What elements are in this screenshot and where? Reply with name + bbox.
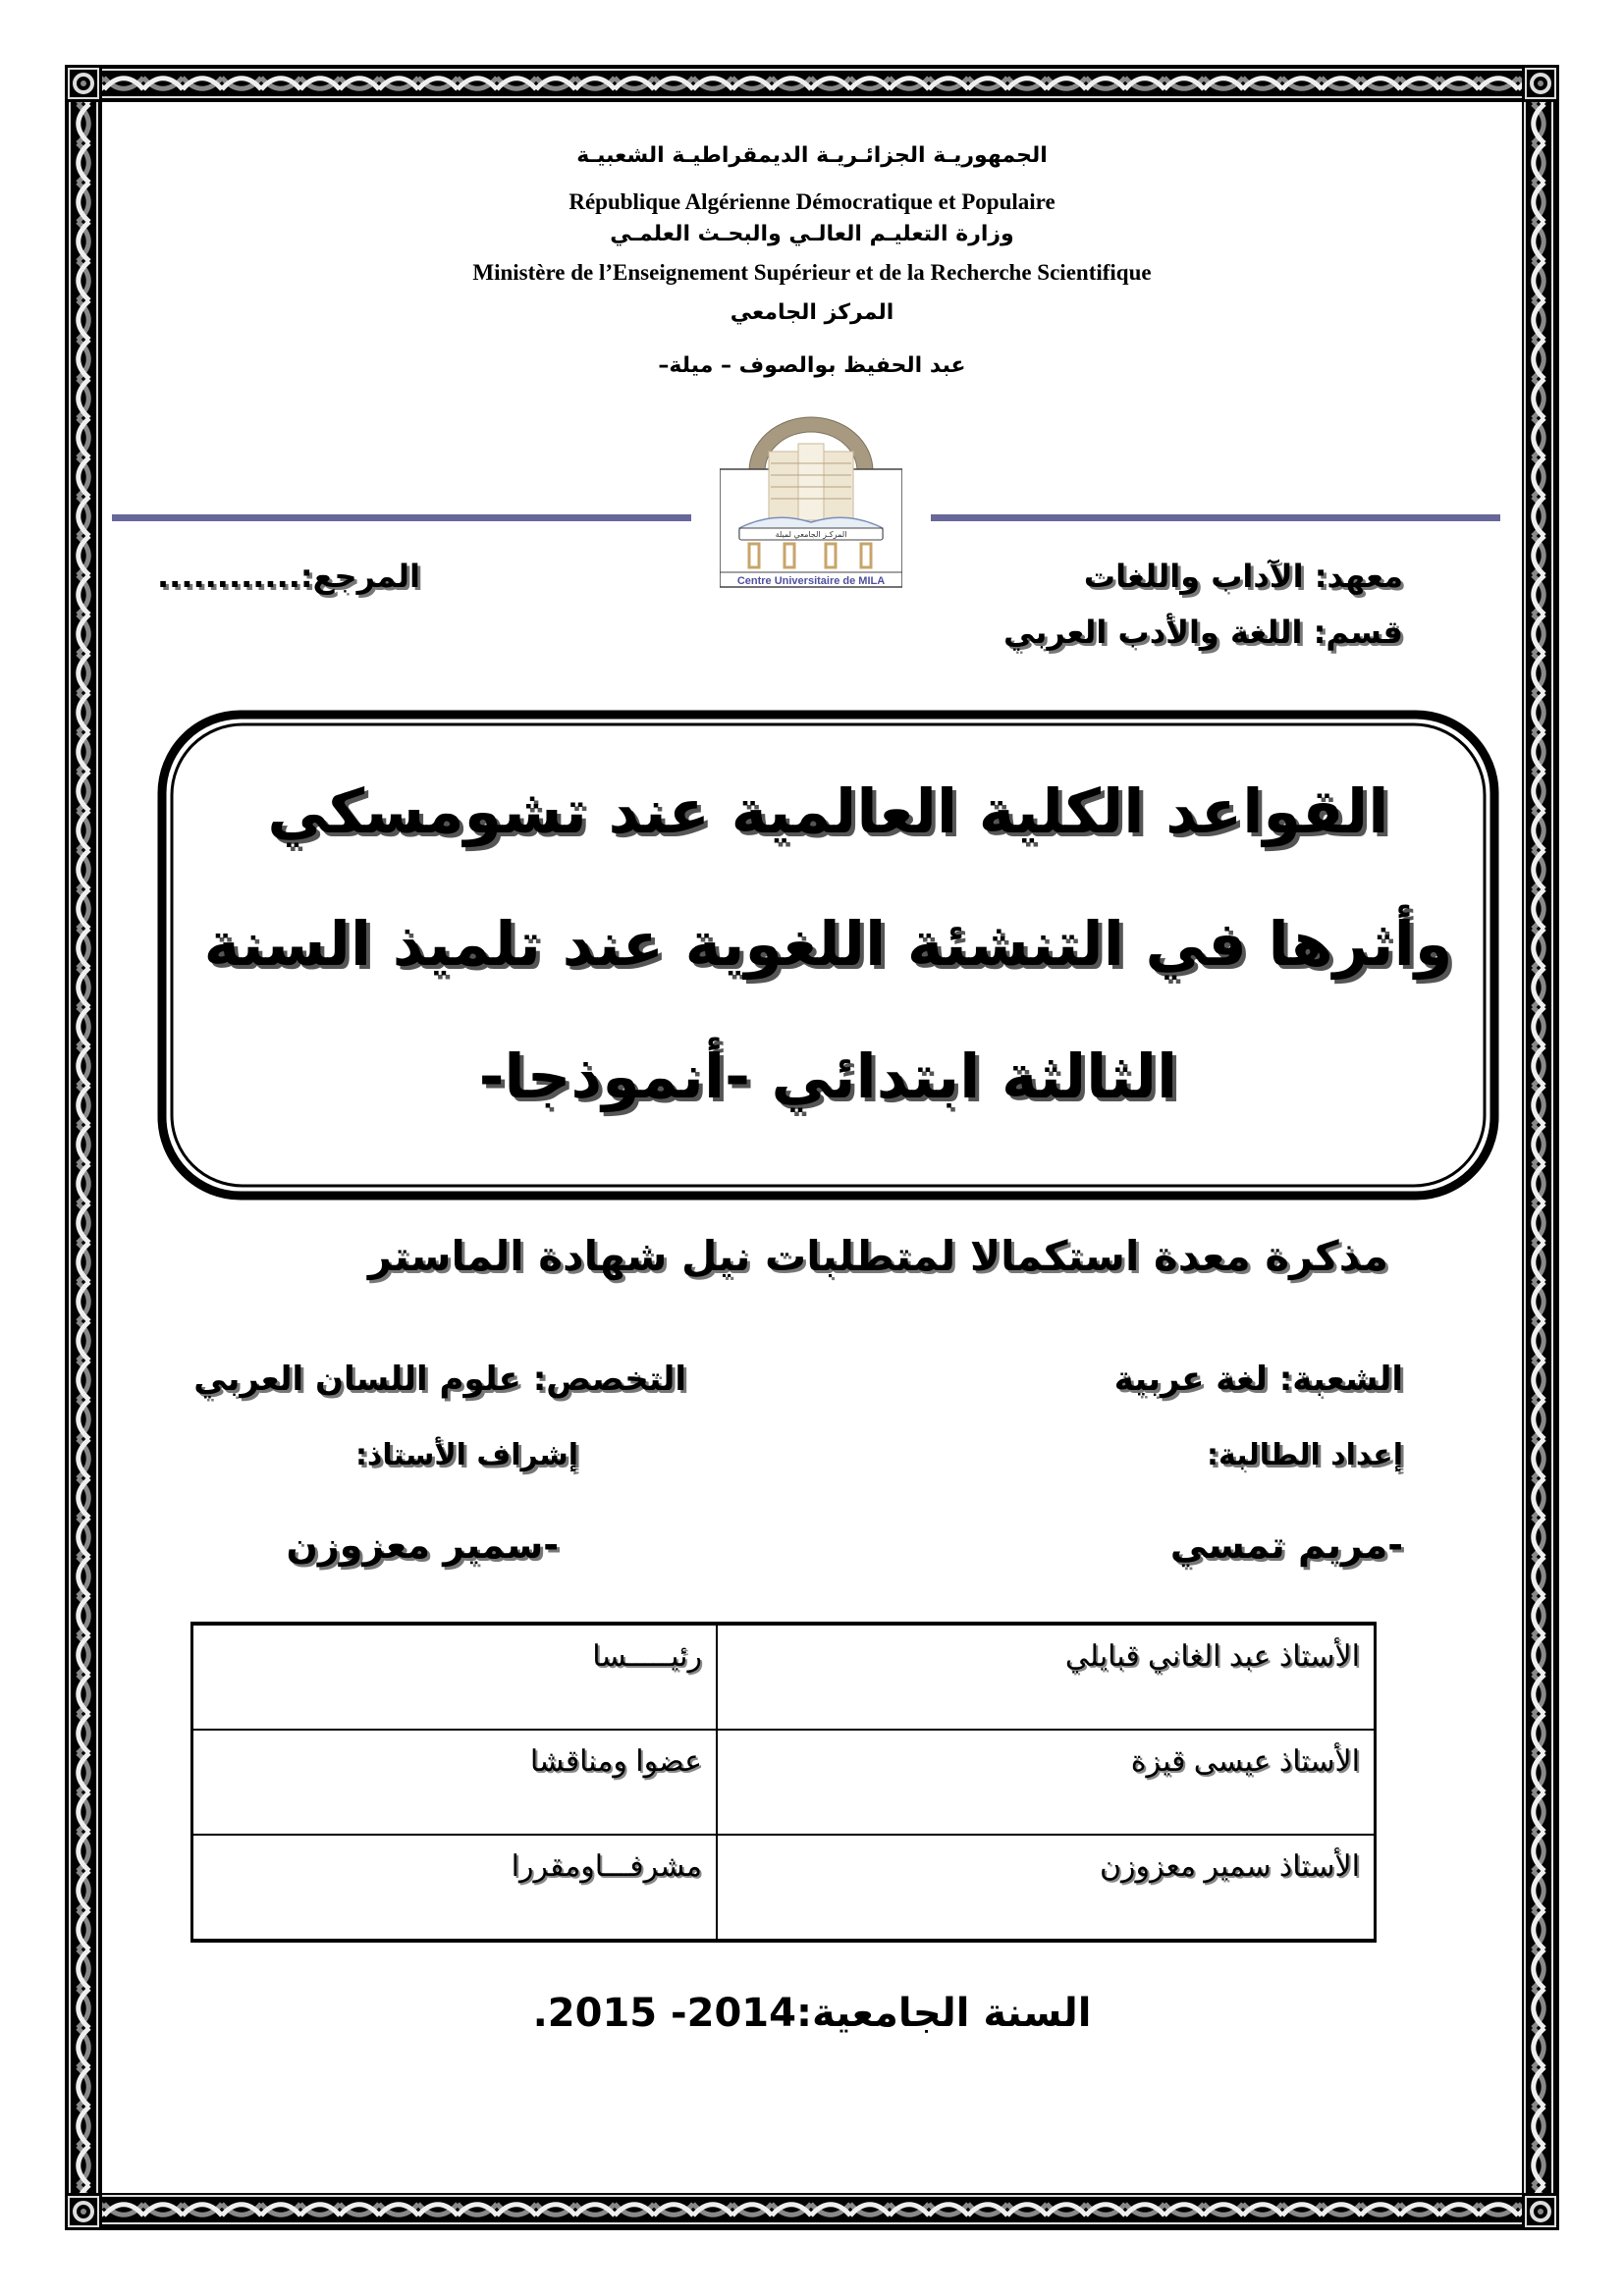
- branch-label: الشعبة: لغة عربية: [1113, 1360, 1403, 1399]
- table-row: [192, 1730, 1376, 1835]
- header-separator-left: [112, 514, 691, 521]
- academic-year: السنة الجامعية:2014- 2015.: [532, 1991, 1092, 2036]
- header-separator-right: [931, 514, 1500, 521]
- thesis-title-line-2: وأثرها في التنشئة اللغوية عند تلميذ السنة: [203, 908, 1453, 980]
- logo-banner-text: المركـز الجامعي لميلة: [775, 530, 847, 539]
- committee-member-name: الأستاذ سمير معزوزن: [717, 1835, 1376, 1941]
- university-logo: [720, 412, 902, 589]
- logo-caption: Centre Universitaire de MILA: [736, 575, 886, 587]
- university-center: المركز الجامعي: [730, 300, 894, 325]
- thesis-title-line-3: الثالثة ابتدائي -أنموذجا-: [478, 1041, 1178, 1112]
- jury-committee-table: [190, 1622, 1377, 1943]
- department-label: قسم: اللغة والأدب العربي: [1003, 614, 1403, 651]
- reference-label: المرجع:............: [157, 558, 420, 595]
- student-name: -مريم تمسي: [1169, 1523, 1403, 1567]
- table-row: [192, 1624, 1376, 1730]
- institute-label: معهد: الآداب واللغات: [1083, 558, 1403, 595]
- republic-french: République Algérienne Démocratique et Populaire: [568, 189, 1056, 214]
- committee-role: رئيـــــسا: [192, 1624, 718, 1730]
- committee-member-name: الأستاذ عيسى قيزة: [717, 1730, 1376, 1835]
- border-left: [65, 102, 102, 2193]
- supervised-by-label: إشراف الأستاذ:: [354, 1438, 578, 1472]
- border-bottom: [102, 2193, 1522, 2230]
- prepared-by-label: إعداد الطالبة:: [1207, 1438, 1403, 1472]
- thesis-title-line-1: القواعد الكلية العالمية عند تشومسكي: [267, 775, 1389, 847]
- republic-arabic: الجمهوريـة الجزائـريـة الديمقراطيـة الشعبيـة: [576, 143, 1048, 168]
- border-top: [102, 65, 1522, 102]
- committee-role: عضوا ومناقشا: [192, 1730, 718, 1835]
- supervisor-name: -سمير معزوزن: [286, 1523, 559, 1567]
- thesis-subtitle: مذكرة معدة استكمالا لمتطلبات نيل شهادة الماستر: [367, 1232, 1388, 1280]
- committee-member-name: الأستاذ عبد الغاني قبايلي: [717, 1624, 1376, 1730]
- committee-role: مشرفـــاومقررا: [192, 1835, 718, 1941]
- university-center-name: عبد الحفيظ بوالصوف – ميلة–: [658, 353, 966, 378]
- border-right: [1522, 102, 1559, 2193]
- ministry-french: Ministère de l’Enseignement Supérieur et de la Recherche Scientifique: [472, 260, 1152, 285]
- specialty-label: التخصص: علوم اللسان العربي: [193, 1360, 686, 1399]
- ministry-arabic: وزارة التعليـم العالـي والبحـث العلمـي: [610, 222, 1014, 246]
- table-row: [192, 1835, 1376, 1941]
